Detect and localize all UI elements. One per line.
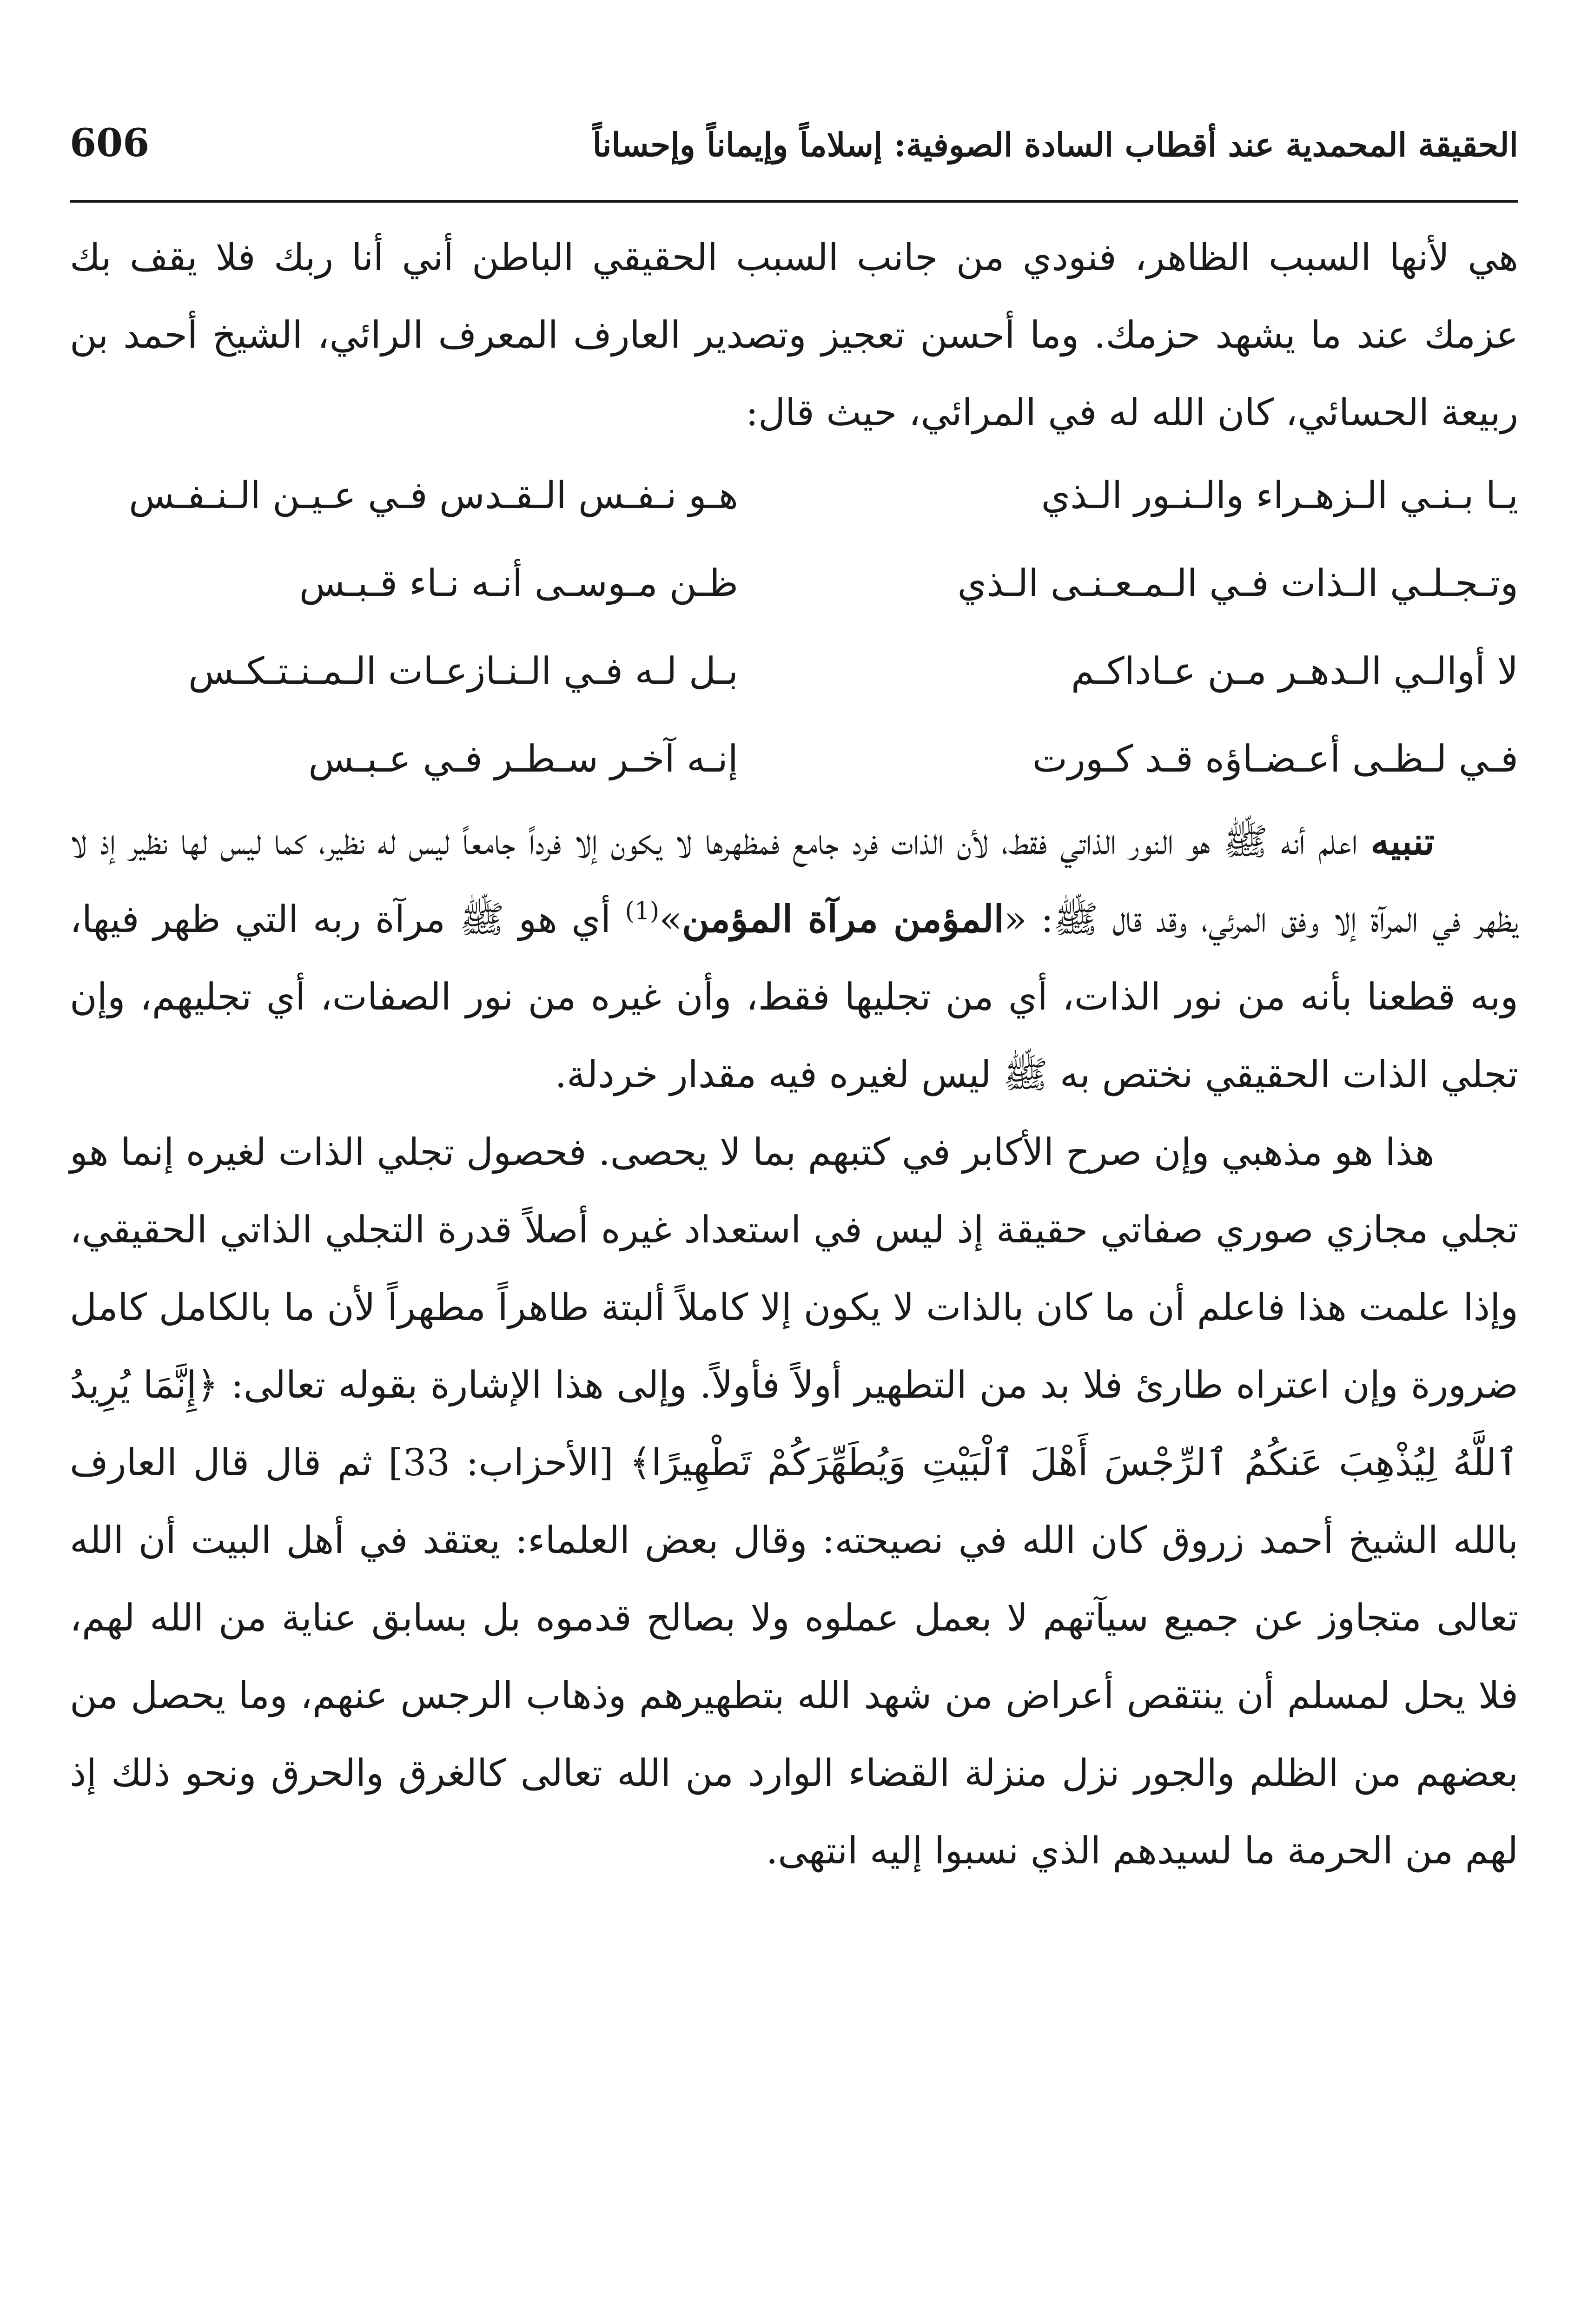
main-text-part1: هذا هو مذهبي وإن صرح الأكابر في كتبهم بما لا يحصى. فحصول تجلي الذات لغيره إنما هو تجلي مجازي صوري صفاتي حقيقة إذ ليس في استعداد غيره أصلاً قدرة التجلي الذاتي الحقيقي، وإذا علمت هذا فاعلم أن ما كان بالذات لا يكون إلا كاملاً ألبتة طاهراً مطهراً لأن ما بالكامل كامل ضرورة وإن اعتراه طارئ فلا بد من التطهير أولاً فأولاً. وإلى هذا الإشارة بقوله تعالى: xyxy=(70,1130,1519,1406)
poem-second-hemistich: هـو نـفـس الـقـدس فـي عـيـن الـنـفـس xyxy=(129,474,738,517)
quran-verse: ﴿إِنَّمَا يُرِيدُ ٱللَّهُ لِيُذْهِبَ عَنكُمُ ٱلرِّجْسَ أَهْلَ ٱلْبَيْتِ وَيُطَهِّرَكُمْ تَطْهِيرًا﴾ xyxy=(70,1363,1518,1484)
poem-first-hemistich: لا أوالـي الـدهـر مـن عـاداكـم xyxy=(1071,649,1518,693)
note-text-part1: اعلم أنه ﷺ هو النور الذاتي فقط، لأن الذات فرد جامع فمظهرها لا يكون إلا فرداً جامعاً ليس له نظير، كما ليس لها نظير إذ لا يظهر في المرآة إلا وفق المرئي، وقد قال ﷺ: « xyxy=(70,820,1519,941)
footnote-reference[interactable]: (1) xyxy=(625,897,660,925)
poem-first-hemistich: فـي لـظـى أعـضـاؤه قـد كـورت xyxy=(1032,737,1518,780)
poem-first-hemistich: يـا بـنـي الـزهـراء والـنـور الـذي xyxy=(1041,474,1518,517)
poem xyxy=(70,451,1518,803)
poem-verse xyxy=(70,539,1518,627)
poem-verse xyxy=(70,627,1518,715)
poem-verse xyxy=(70,451,1518,539)
body-text xyxy=(70,218,1518,1889)
note-paragraph xyxy=(70,803,1518,1113)
poem-first-hemistich: وتـجـلـي الـذات فـي الـمـعـنـى الـذي xyxy=(957,561,1518,605)
main-paragraph xyxy=(70,1113,1518,1889)
intro-text: هي لأنها السبب الظاهر، فنودي من جانب السبب الحقيقي الباطن أني أنا ربك فلا يقف بك عزمك عند ما يشهد حزمك. وما أحسن تعجيز وتصدير العارف المعرف الرائي، الشيخ أحمد بن ربيعة الحسائي، كان الله له في المرائي، حيث قال: xyxy=(70,236,1518,434)
note-label: تنبيه xyxy=(1370,819,1435,863)
main-text-part2: ثم قال قال العارف بالله الشيخ أحمد زروق كان الله في نصيحته: وقال بعض العلماء: يعتقد في أهل البيت أن الله تعالى متجاوز عن جميع سيآتهم لا بعمل عملوه ولا بصالح قدموه بل بسابق عناية من الله لهم، فلا يحل لمسلم أن ينتقص أعراض من شهد الله بتطهيرهم وذهاب الرجس عنهم، وما يحصل من بعضهم من الظلم والجور نزل منزلة القضاء الوارد من الله تعالى كالغرق والحرق ونحو ذلك إذ لهم من الحرمة ما لسيدهم الذي نسبوا إليه انتهى. xyxy=(70,1441,1518,1872)
poem-verse xyxy=(70,715,1518,803)
poem-second-hemistich: إنـه آخـر سـطـر فـي عـبـس xyxy=(308,737,738,780)
running-title: الحقيقة المحمدية عند أقطاب السادة الصوفية: إسلاماً وإيماناً وإحساناً xyxy=(592,125,1518,164)
poem-second-hemistich: بـل لـه فـي الـنـازعـات الـمـنـتـكـس xyxy=(188,649,738,693)
note-text-part2: أي هو ﷺ مرآة ربه التي ظهر فيها، وبه قطعنا بأنه من نور الذات، أي من تجليها فقط، وأن غيره من نور الصفات، أي تجليهم، وإن تجلي الذات الحقيقي نختص به ﷺ ليس لغيره فيه مقدار خردلة. xyxy=(70,898,1518,1096)
running-header xyxy=(70,116,1518,186)
header-divider xyxy=(70,200,1518,203)
hadith-quote: المؤمن مرآة المؤمن xyxy=(682,897,1004,941)
poem-second-hemistich: ظـن مـوسـى أنـه نـاء قـبـس xyxy=(299,561,738,605)
hadith-close: » xyxy=(659,898,682,941)
page-number: 606 xyxy=(70,121,150,165)
quran-reference: [الأحزاب: 33] xyxy=(372,1441,629,1484)
intro-paragraph xyxy=(70,218,1518,451)
